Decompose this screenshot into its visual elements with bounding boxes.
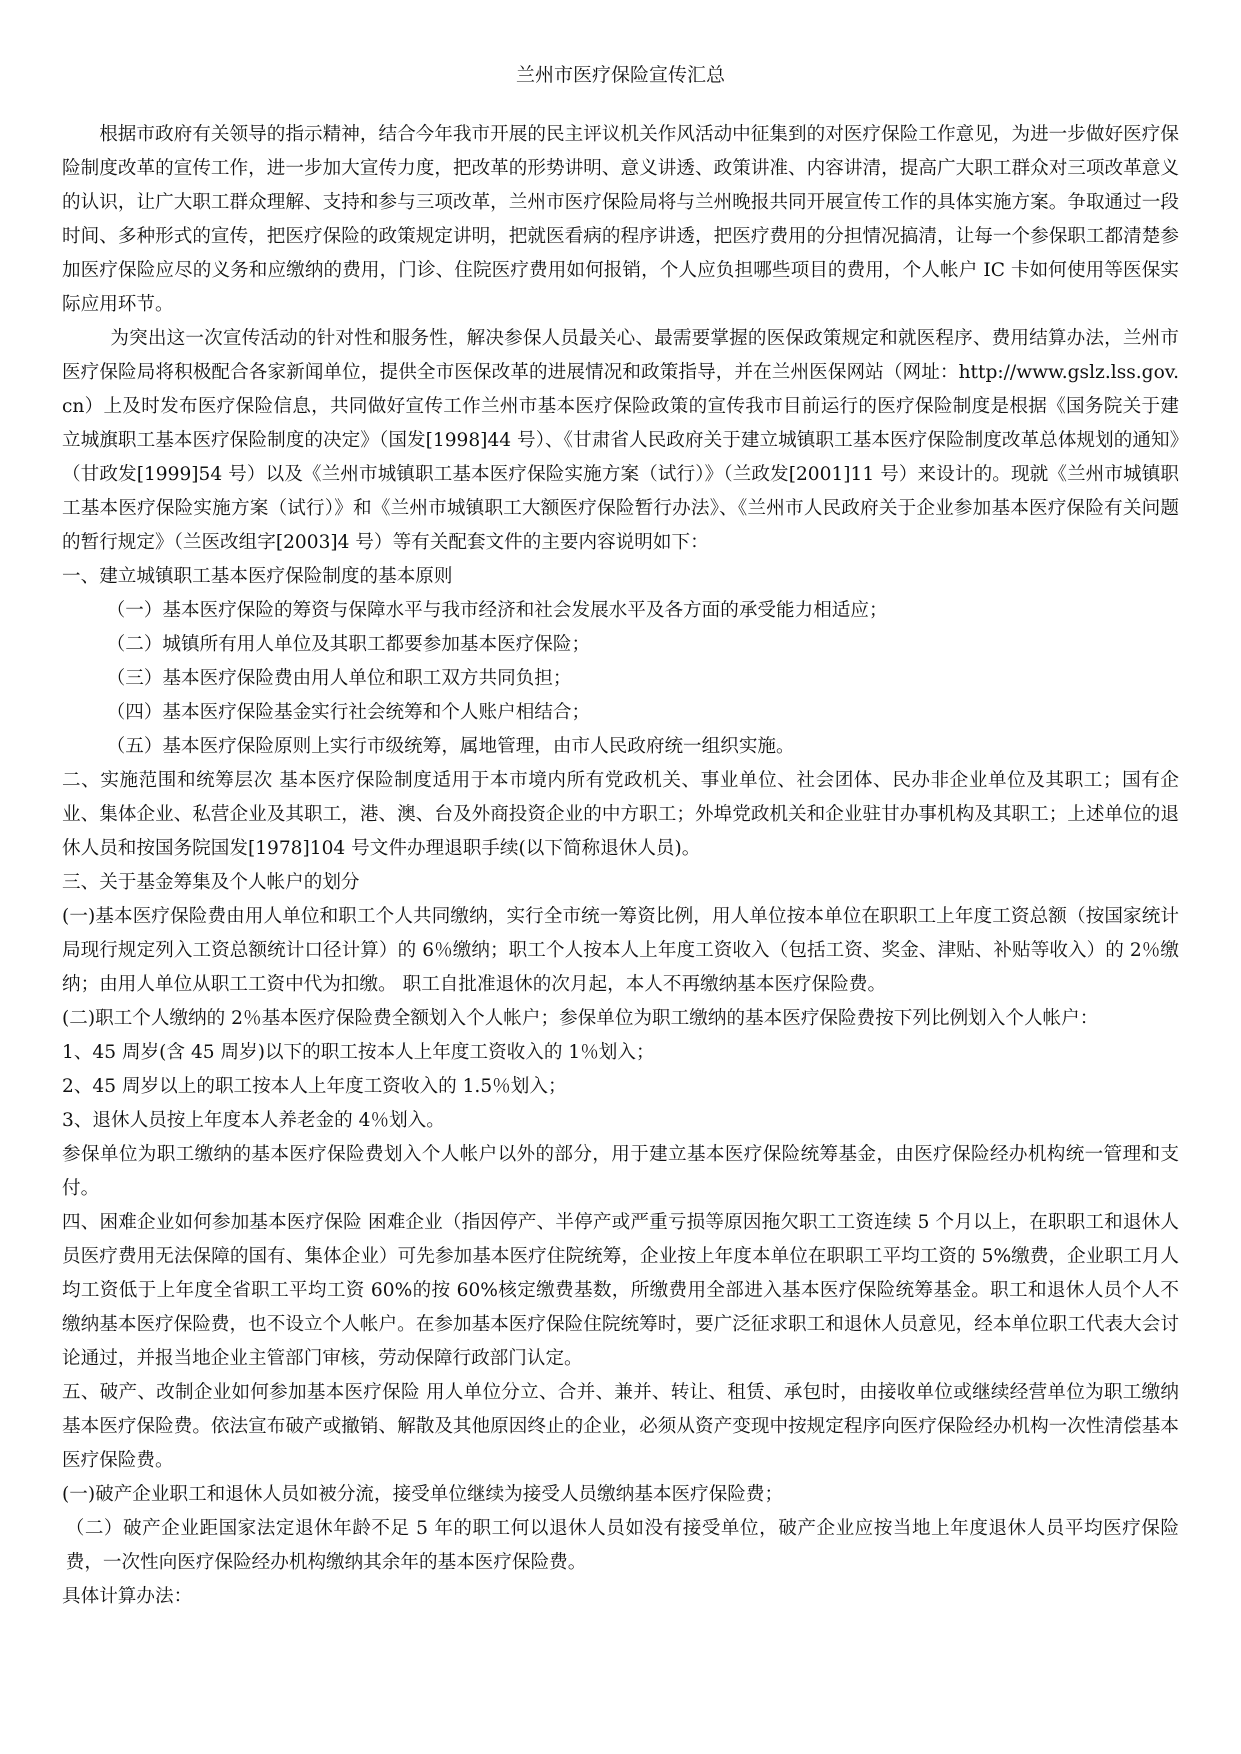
fund-item-2: (二)职工个人缴纳的 2％基本医疗保险费全额划入个人帐户；参保单位为职工缴纳的基本医疗保险费按下列比例划入个人帐户： [62,1008,1099,1029]
calculation-heading: 具体计算办法： [62,1586,193,1607]
principle-item-1: （一）基本医疗保险的筹资与保障水平与我市经济和社会发展水平及各方面的承受能力相适应； [106,600,888,621]
section-heading-3: 三、关于基金筹集及个人帐户的划分 [62,872,360,893]
principle-item-5: （五）基本医疗保险原则上实行市级统筹，属地管理，由市人民政府统一组织实施。 [106,736,795,757]
pooling-fund-paragraph: 参保单位为职工缴纳的基本医疗保险费划入个人帐户以外的部分，用于建立基本医疗保险统筹基金，由医疗保险经办机构统一管理和支付。 [62,1144,1179,1199]
section-heading-1: 一、建立城镇职工基本医疗保险制度的基本原则 [62,566,453,587]
document-title: 兰州市医疗保险宣传汇总 [515,64,725,86]
section-5-paragraph: 五、破产、改制企业如何参加基本医疗保险 用人单位分立、合并、兼并、转让、租赁、承包时，由接收单位或继续经营单位为职工缴纳基本医疗保险费。依法宣布破产或撤销、解散及其他原因终止的企业，必须从资产变现中按规定程序向医疗保险经办机构一次性清偿基本医疗保险费。 [62,1382,1179,1471]
paragraph-purpose: 为突出这一次宣传活动的针对性和服务性，解决参保人员最关心、最需要掌握的医保政策规定和就医程序、费用结算办法，兰州市医疗保险局将积极配合各家新闻单位，提供全市医保改革的进展情况和政策指导，并在兰州医保网站（网址：http://www.gslz.lss.gov.cn）上及时发布医疗保险信息，共同做好宣传工作兰州市基本医疗保险政策的宣传我市目前运行的医疗保险制度是根据《国务院关于建立城旗职工基本医疗保险制度的决定》（国发[1998]44 号）、《甘肃省人民政府关于建立城镇职工基本医疗保险制度改革总体规划的通知》（甘政发[1999]54 号）以及《兰州市城镇职工基本医疗保险实施方案（试行）》（兰政发[2001]11 号）来设计的。现就《兰州市城镇职工基本医疗保险实施方案（试行）》和《兰州市城镇职工大额医疗保险暂行办法》、《兰州市人民政府关于企业参加基本医疗保险有关问题的暂行规定》（兰医改组字[2003]4 号）等有关配套文件的主要内容说明如下： [62,328,1179,553]
ratio-item-2: 2、45 周岁以上的职工按本人上年度工资收入的 1.5％划入； [62,1076,567,1097]
principle-item-2: （二）城镇所有用人单位及其职工都要参加基本医疗保险； [106,634,591,655]
bankruptcy-item-1: (一)破产企业职工和退休人员如被分流，接受单位继续为接受人员缴纳基本医疗保险费； [62,1484,784,1505]
section-4-paragraph: 四、困难企业如何参加基本医疗保险 困难企业（指因停产、半停产或严重亏损等原因拖欠职工工资连续 5 个月以上，在职职工和退休人员医疗费用无法保障的国有、集体企业）可先参加基本医疗住院统筹，企业按上年度本单位在职职工平均工资的 5%缴费，企业职工月人均工资低于上年度全省职工平均工资 60%的按 60%核定缴费基数，所缴费用全部进入基本医疗保险统筹基金。职工和退休人员个人不缴纳基本医疗保险费，也不设立个人帐户。在参加基本医疗保险住院统筹时，要广泛征求职工和退休人员意见，经本单位职工代表大会讨论通过，并报当地企业主管部门审核，劳动保障行政部门认定。 [62,1212,1179,1369]
paragraph-intro: 根据市政府有关领导的指示精神，结合今年我市开展的民主评议机关作风活动中征集到的对医疗保险工作意见，为进一步做好医疗保险制度改革的宣传工作，进一步加大宣传力度，把改革的形势讲明、意义讲透、政策讲准、内容讲清，提高广大职工群众对三项改革意义的认识，让广大职工群众理解、支持和参与三项改革，兰州市医疗保险局将与兰州晚报共同开展宣传工作的具体实施方案。争取通过一段时间、多种形式的宣传，把医疗保险的政策规定讲明，把就医看病的程序讲透，把医疗费用的分担情况搞清，让每一个参保职工都清楚参加医疗保险应尽的义务和应缴纳的费用，门诊、住院医疗费用如何报销，个人应负担哪些项目的费用，个人帐户 IC 卡如何使用等医保实际应用环节。 [62,124,1179,315]
principle-item-3: （三）基本医疗保险费由用人单位和职工双方共同负担； [106,668,572,689]
section-2-paragraph: 二、实施范围和统筹层次 基本医疗保险制度适用于本市境内所有党政机关、事业单位、社会团体、民办非企业单位及其职工；国有企业、集体企业、私营企业及其职工，港、澳、台及外商投资企业的中方职工；外埠党政机关和企业驻甘办事机构及其职工；上述单位的退休人员和按国务院国发[1978]104 号文件办理退职手续(以下简称退休人员)。 [62,770,1179,859]
bankruptcy-item-2: （二）破产企业距国家法定退休年龄不足 5 年的职工何以退休人员如没有接受单位，破产企业应按当地上年度退休人员平均医疗保险费，一次性向医疗保险经办机构缴纳其余年的基本医疗保险费。 [65,1518,1179,1573]
fund-item-1: (一)基本医疗保险费由用人单位和职工个人共同缴纳，实行全市统一筹资比例，用人单位按本单位在职职工上年度工资总额（按国家统计局现行规定列入工资总额统计口径计算）的 6％缴纳；职工个人按本人上年度工资收入（包括工资、奖金、津贴、补贴等收入）的 2％缴纳；由用人单位从职工工资中代为扣缴。 职工自批准退休的次月起，本人不再缴纳基本医疗保险费。 [62,906,1179,995]
principle-item-4: （四）基本医疗保险基金实行社会统筹和个人账户相结合； [106,702,591,723]
ratio-item-3: 3、退休人员按上年度本人养老金的 4％划入。 [62,1110,445,1131]
ratio-item-1: 1、45 周岁(含 45 周岁)以下的职工按本人上年度工资收入的 1％划入； [62,1042,655,1063]
